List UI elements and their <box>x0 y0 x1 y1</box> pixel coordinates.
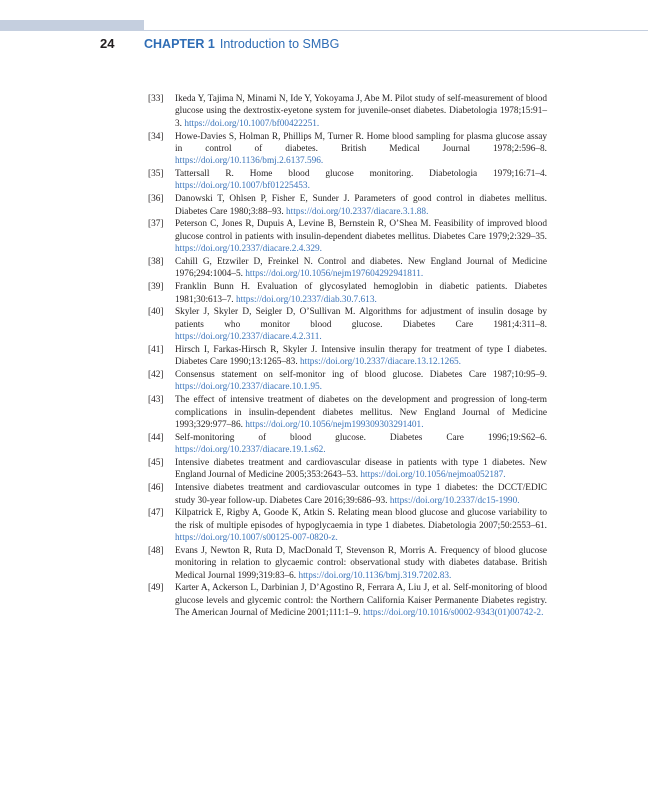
reference-item <box>148 93 547 130</box>
reference-item <box>148 432 547 457</box>
reference-text: Cahill G, Etzwiler D, Freinkel N. Control and diabetes. New England Journal of Medicine 1976;294:1004–5. <box>175 256 547 280</box>
reference-doi-link[interactable]: https://doi.org/10.1007/bf01225453. <box>175 181 310 192</box>
reference-number: [38] <box>148 256 164 267</box>
header-rule <box>0 30 648 31</box>
reference-number: [48] <box>148 545 164 556</box>
reference-item <box>148 218 547 255</box>
reference-doi-link[interactable]: https://doi.org/10.2337/diacare.19.1.s62. <box>175 445 326 456</box>
reference-number: [47] <box>148 508 164 519</box>
reference-item <box>148 256 547 281</box>
reference-number: [45] <box>148 457 164 468</box>
reference-text: Hirsch I, Farkas-Hirsch R, Skyler J. Intensive insulin therapy for treatment of type I diabetes. Diabetes Care 1990;13:1265–83. <box>175 344 547 368</box>
reference-doi-link[interactable]: https://doi.org/10.2337/diacare.3.1.88. <box>286 206 429 217</box>
reference-text: Intensive diabetes treatment and cardiovascular outcomes in type 1 diabetes: the DCCT/EDIC study 30-year follow-up. Diabetes Care 2016;39:686–93. <box>175 483 547 506</box>
reference-text: Peterson C, Jones R, Dupuis A, Levine B, Bernstein R, O’Shea M. Feasibility of improved blood glucose control in patients with insulin-dependent diabetes mellitus. Diabetes Care 1979;2:329–35. <box>175 219 547 242</box>
reference-text: Skyler J, Skyler D, Seigler D, O’Sullivan M. Algorithms for adjustment of insulin dosage by patients who monitor blood glucose. Diabetes Care 1981;4:311–8. <box>175 307 547 330</box>
reference-item <box>148 582 547 619</box>
reference-item <box>148 131 547 168</box>
reference-item <box>148 369 547 394</box>
reference-doi-link[interactable]: https://doi.org/10.1056/nejm199309303291401. <box>245 419 424 430</box>
reference-doi-link[interactable]: https://doi.org/10.1136/bmj.2.6137.596. <box>175 156 324 167</box>
reference-number: [40] <box>148 307 164 318</box>
reference-item <box>148 344 547 369</box>
reference-doi-link[interactable]: https://doi.org/10.1016/s0002-9343(01)00742-2. <box>363 608 544 619</box>
reference-number: [34] <box>148 131 164 142</box>
reference-text: Self-monitoring of blood glucose. Diabetes Care 1996;19:S62–6. <box>175 432 547 443</box>
reference-text: Danowski T, Ohlsen P, Fisher E, Sunder J. Parameters of good control in diabetes mellitus. Diabetes Care 1980;3:88–93. <box>175 194 547 217</box>
reference-doi-link[interactable]: https://doi.org/10.1136/bmj.319.7202.83. <box>298 570 452 581</box>
reference-item <box>148 193 547 218</box>
reference-text: Karter A, Ackerson L, Darbinian J, D’Agostino R, Ferrara A, Liu J, et al. Self-monitoring of blood glucose levels and glycemic control: the Northern California Kaiser Permanente Diabetes registry. The American Journal of Medicine 2001;111:1–9. <box>175 583 547 619</box>
reference-doi-link[interactable]: https://doi.org/10.2337/dc15-1990. <box>389 495 520 506</box>
reference-text: Tattersall R. Home blood glucose monitoring. Diabetologia 1979;16:71–4. <box>175 169 547 180</box>
reference-doi-link[interactable]: https://doi.org/10.1007/bf00422251. <box>184 118 320 129</box>
reference-number: [46] <box>148 483 164 494</box>
reference-doi-link[interactable]: https://doi.org/10.2337/diacare.4.2.311. <box>175 332 322 343</box>
reference-text: Kilpatrick E, Rigby A, Goode K, Atkin S. Relating mean blood glucose and glucose variability to the risk of multiple episodes of hypoglycaemia in type 1 diabetes. Diabetologia 2007;50:2553–61. <box>175 508 547 531</box>
reference-number: [35] <box>148 169 164 180</box>
running-head <box>100 36 339 54</box>
reference-doi-link[interactable]: https://doi.org/10.1007/s00125-007-0820-z. <box>175 533 338 544</box>
reference-doi-link[interactable]: https://doi.org/10.2337/diacare.2.4.329. <box>175 244 323 255</box>
reference-doi-link[interactable]: https://doi.org/10.2337/diacare.10.1.95. <box>175 382 323 393</box>
chapter-title: Introduction to SMBG <box>219 37 340 51</box>
reference-item <box>148 168 547 193</box>
reference-text: Evans J, Newton R, Ruta D, MacDonald T, Stevenson R, Morris A. Frequency of blood glucose monitoring in relation to glycaemic control: observational study with diabetes database. British Medical Journal 1999;319:83–6. <box>175 545 547 581</box>
reference-text: The effect of intensive treatment of diabetes on the development and progression of long-term complications in insulin-dependent diabetes mellitus. New England Journal of Medicine 1993;329:977–86. <box>175 395 547 430</box>
reference-text: Howe-Davies S, Holman R, Phillips M, Turner R. Home blood sampling for plasma glucose assay in control of diabetes. British Medical Journal 1978;2:596–8. <box>175 131 547 154</box>
reference-text: Franklin Bunn H. Evaluation of glycosylated hemoglobin in diabetic patients. Diabetes 1981;30:613–7. <box>175 282 547 305</box>
reference-doi-link[interactable]: https://doi.org/10.2337/diab.30.7.613. <box>235 294 377 305</box>
reference-item <box>148 457 547 482</box>
reference-number: [42] <box>148 370 164 381</box>
reference-text: Intensive diabetes treatment and cardiovascular disease in patients with type 1 diabetes. New England Journal of Medicine 2005;353:2643–53. <box>175 457 547 481</box>
chapter-label: CHAPTER 1 <box>144 37 215 51</box>
reference-item <box>148 482 547 507</box>
header-accent-bar <box>0 20 144 30</box>
reference-item <box>148 306 547 343</box>
reference-number: [33] <box>148 94 164 104</box>
reference-item <box>148 545 547 582</box>
reference-number: [43] <box>148 395 164 406</box>
page-number: 24 <box>100 36 115 51</box>
reference-number: [37] <box>148 219 164 230</box>
reference-number: [36] <box>148 194 164 205</box>
reference-item <box>148 507 547 544</box>
reference-doi-link[interactable]: https://doi.org/10.1056/nejmoa052187. <box>360 470 506 481</box>
reference-number: [44] <box>148 432 164 443</box>
reference-number: [41] <box>148 344 164 355</box>
reference-item <box>148 281 547 306</box>
reference-doi-link[interactable]: https://doi.org/10.1056/nejm197604292941811. <box>245 269 424 280</box>
reference-text: Consensus statement on self-monitor ing of blood glucose. Diabetes Care 1987;10:95–9. <box>175 370 547 381</box>
reference-text: Ikeda Y, Tajima N, Minami N, Ide Y, Yokoyama J, Abe M. Pilot study of self-measurement of blood glucose using the dextrostix-eyetone system for juvenile-onset diabetes. Diabetologia 1978;15:91–3. <box>175 94 547 129</box>
reference-list <box>148 93 547 620</box>
reference-doi-link[interactable]: https://doi.org/10.2337/diacare.13.12.1265. <box>299 357 461 368</box>
reference-number: [49] <box>148 583 164 594</box>
reference-number: [39] <box>148 282 164 293</box>
reference-item <box>148 394 547 431</box>
